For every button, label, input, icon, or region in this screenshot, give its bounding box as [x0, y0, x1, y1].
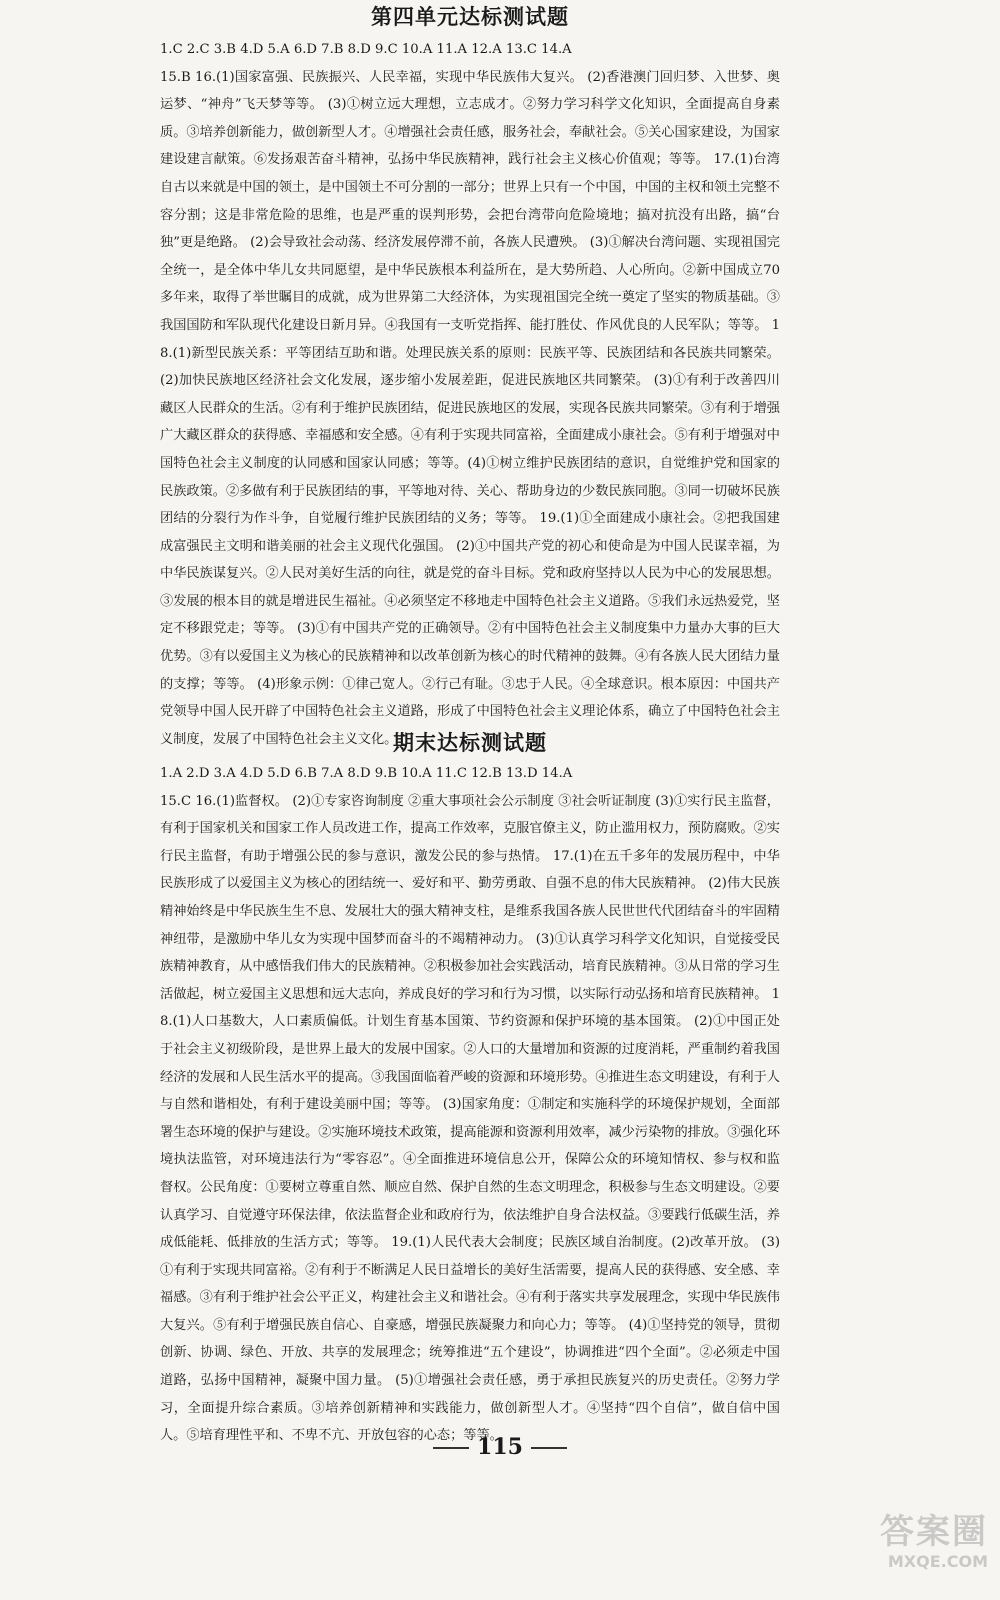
section-unit4	[160, 4, 780, 753]
page-number: 115	[477, 1434, 523, 1460]
choice-answers-final: 1.A 2.D 3.A 4.D 5.D 6.B 7.A 8.D 9.B 10.A 11.C 12.B 13.D 14.A	[160, 766, 573, 781]
section-title-final: 期末达标测试题	[393, 730, 547, 755]
watermark-logo: 答案圈	[880, 1512, 988, 1552]
choice-answers-unit4: 1.C 2.C 3.B 4.D 5.A 6.D 7.B 8.D 9.C 10.A 11.A 12.A 13.C 14.A	[160, 42, 572, 57]
answer-text-final: 15.C 16.(1)监督权。 (2)①专家咨询制度 ②重大事项社会公示制度 ③社会听证制度 (3)①实行民主监督，有利于国家机关和国家工作人员改进工作，提高工作效率，克服官僚主义，防止滥用权力，预防腐败。②实行民主监督，有助于增强公民的参与意识，激发公民的参与热情。 17.(1)在五千多年的发展历程中，中华民族形成了以爱国主义为核心的团结统一、爱好和平、勤劳勇敢、自强不息的伟大民族精神。 (2)伟大民族精神始终是中华民族生生不息、发展壮大的强大精神支柱，是维系我国各族人民世世代代团结奋斗的牢固精神纽带，是激励中华儿女为实现中国梦而奋斗的不竭精神动力。 (3)①认真学习科学文化知识，自觉接受民族精神教育，从中感悟我们伟大的民族精神。②积极参加社会实践活动，培育民族精神。③从日常的学习生活做起，树立爱国主义思想和远大志向，养成良好的学习和行为习惯，以实际行动弘扬和培育民族精神。 18.(1)人口基数大，人口素质偏低。计划生育基本国策、节约资源和保护环境的基本国策。 (2)①中国正处于社会主义初级阶段，是世界上最大的发展中国家。②人口的大量增加和资源的过度消耗，严重制约着我国经济的发展和人民生活水平的提高。③我国面临着严峻的资源和环境形势。④推进生态文明建设，有利于人与自然和谐相处，有利于建设美丽中国；等等。 (3)国家角度：①制定和实施科学的环境保护规划，全面部署生态环境的保护与建设。②实施环境技术政策，提高能源和资源利用效率，减少污染物的排放。③强化环境执法监管，对环境违法行为“零容忍”。④全面推进环境信息公开，保障公众的环境知情权、参与权和监督权。公民角度：①要树立尊重自然、顺应自然、保护自然的生态文明理念，积极参与生态文明建设。②要认真学习、自觉遵守环保法律，依法监督企业和政府行为，依法维护自身合法权益。③要践行低碳生活，养成低能耗、低排放的生活方式；等等。 19.(1)人民代表大会制度；民族区域自治制度。(2)改革开放。 (3)①有利于实现共同富裕。②有利于不断满足人民日益增长的美好生活需要，提高人民的获得感、安全感、幸福感。③有利于维护社会公平正义，构建社会主义和谐社会。④有利于落实共享发展理念，实现中华民族伟大复兴。⑤有利于增强民族自信心、自豪感，增强民族凝聚力和向心力；等等。 (4)①坚持党的领导，贯彻创新、协调、绿色、开放、共享的发展理念；统筹推进“五个建设”，协调推进“四个全面”。②必须走中国道路，弘扬中国精神，凝聚中国力量。 (5)①增强社会责任感，勇于承担民族复兴的历史责任。②努力学习，全面提升综合素质。③培养创新精神和实践能力，做创新型人才。④坚持“四个自信”，做自信中国人。⑤培育理性平和、不卑不亢、开放包容的心态；等等。	[160, 793, 780, 1444]
section-final	[160, 730, 780, 1450]
footer-dash-left	[433, 1447, 469, 1449]
page-footer	[0, 1434, 1000, 1460]
watermark-url: MXQE.COM	[887, 1552, 988, 1571]
watermark	[808, 1512, 988, 1592]
answer-text-unit4: 15.B 16.(1)国家富强、民族振兴、人民幸福，实现中华民族伟大复兴。 (2)香港澳门回归梦、入世梦、奥运梦、“神舟”飞天梦等等。 (3)①树立远大理想，立志成才。②努力学习科学文化知识，全面提高自身素质。③培养创新能力，做创新型人才。④增强社会责任感，服务社会，奉献社会。⑤关心国家建设，为国家建设建言献策。⑥发扬艰苦奋斗精神，弘扬中华民族精神，践行社会主义核心价值观；等等。 17.(1)台湾自古以来就是中国的领土，是中国领土不可分割的一部分；世界上只有一个中国，中国的主权和领土完整不容分割；这是非常危险的思维，也是严重的误判形势，会把台湾带向危险境地；搞对抗没有出路，搞“台独”更是绝路。 (2)会导致社会动荡、经济发展停滞不前，各族人民遭殃。 (3)①解决台湾问题、实现祖国完全统一，是全体中华儿女共同愿望，是中华民族根本利益所在，是大势所趋、人心所向。②新中国成立70多年来，取得了举世瞩目的成就，成为世界第二大经济体，为实现祖国完全统一奠定了坚实的物质基础。③我国国防和军队现代化建设日新月异。④我国有一支听党指挥、能打胜仗、作风优良的人民军队；等等。 18.(1)新型民族关系：平等团结互助和谐。处理民族关系的原则：民族平等、民族团结和各民族共同繁荣。 (2)加快民族地区经济社会文化发展，逐步缩小发展差距，促进民族地区共同繁荣。 (3)①有利于改善四川藏区人民群众的生活。②有利于维护民族团结，促进民族地区的发展，实现各民族共同繁荣。③有利于增强广大藏区群众的获得感、幸福感和安全感。④有利于实现共同富裕，全面建成小康社会。⑤有利于增强对中国特色社会主义制度的认同感和国家认同感；等等。(4)①树立维护民族团结的意识，自觉维护党和国家的民族政策。②多做有利于民族团结的事，平等地对待、关心、帮助身边的少数民族同胞。③同一切破坏民族团结的分裂行为作斗争，自觉履行维护民族团结的义务；等等。 19.(1)①全面建成小康社会。②把我国建成富强民主文明和谐美丽的社会主义现代化强国。 (2)①中国共产党的初心和使命是为中国人民谋幸福，为中华民族谋复兴。②人民对美好生活的向往，就是党的奋斗目标。党和政府坚持以人民为中心的发展思想。③发展的根本目的就是增进民生福祉。④必须坚定不移地走中国特色社会主义道路。⑤我们永远热爱党，坚定不移跟党走；等等。 (3)①有中国共产党的正确领导。②有中国特色社会主义制度集中力量办大事的巨大优势。③有以爱国主义为核心的民族精神和以改革创新为核心的时代精神的鼓舞。④有各族人民大团结力量的支撑；等等。 (4)形象示例：①律己宽人。②行己有耻。③忠于人民。④全球意识。根本原因：中国共产党领导中国人民开辟了中国特色社会主义道路，形成了中国特色社会主义理论体系，确立了中国特色社会主义制度，发展了中国特色社会主义文化。	[160, 69, 780, 747]
section-title-unit4: 第四单元达标测试题	[371, 4, 569, 29]
footer-dash-right	[531, 1447, 567, 1449]
